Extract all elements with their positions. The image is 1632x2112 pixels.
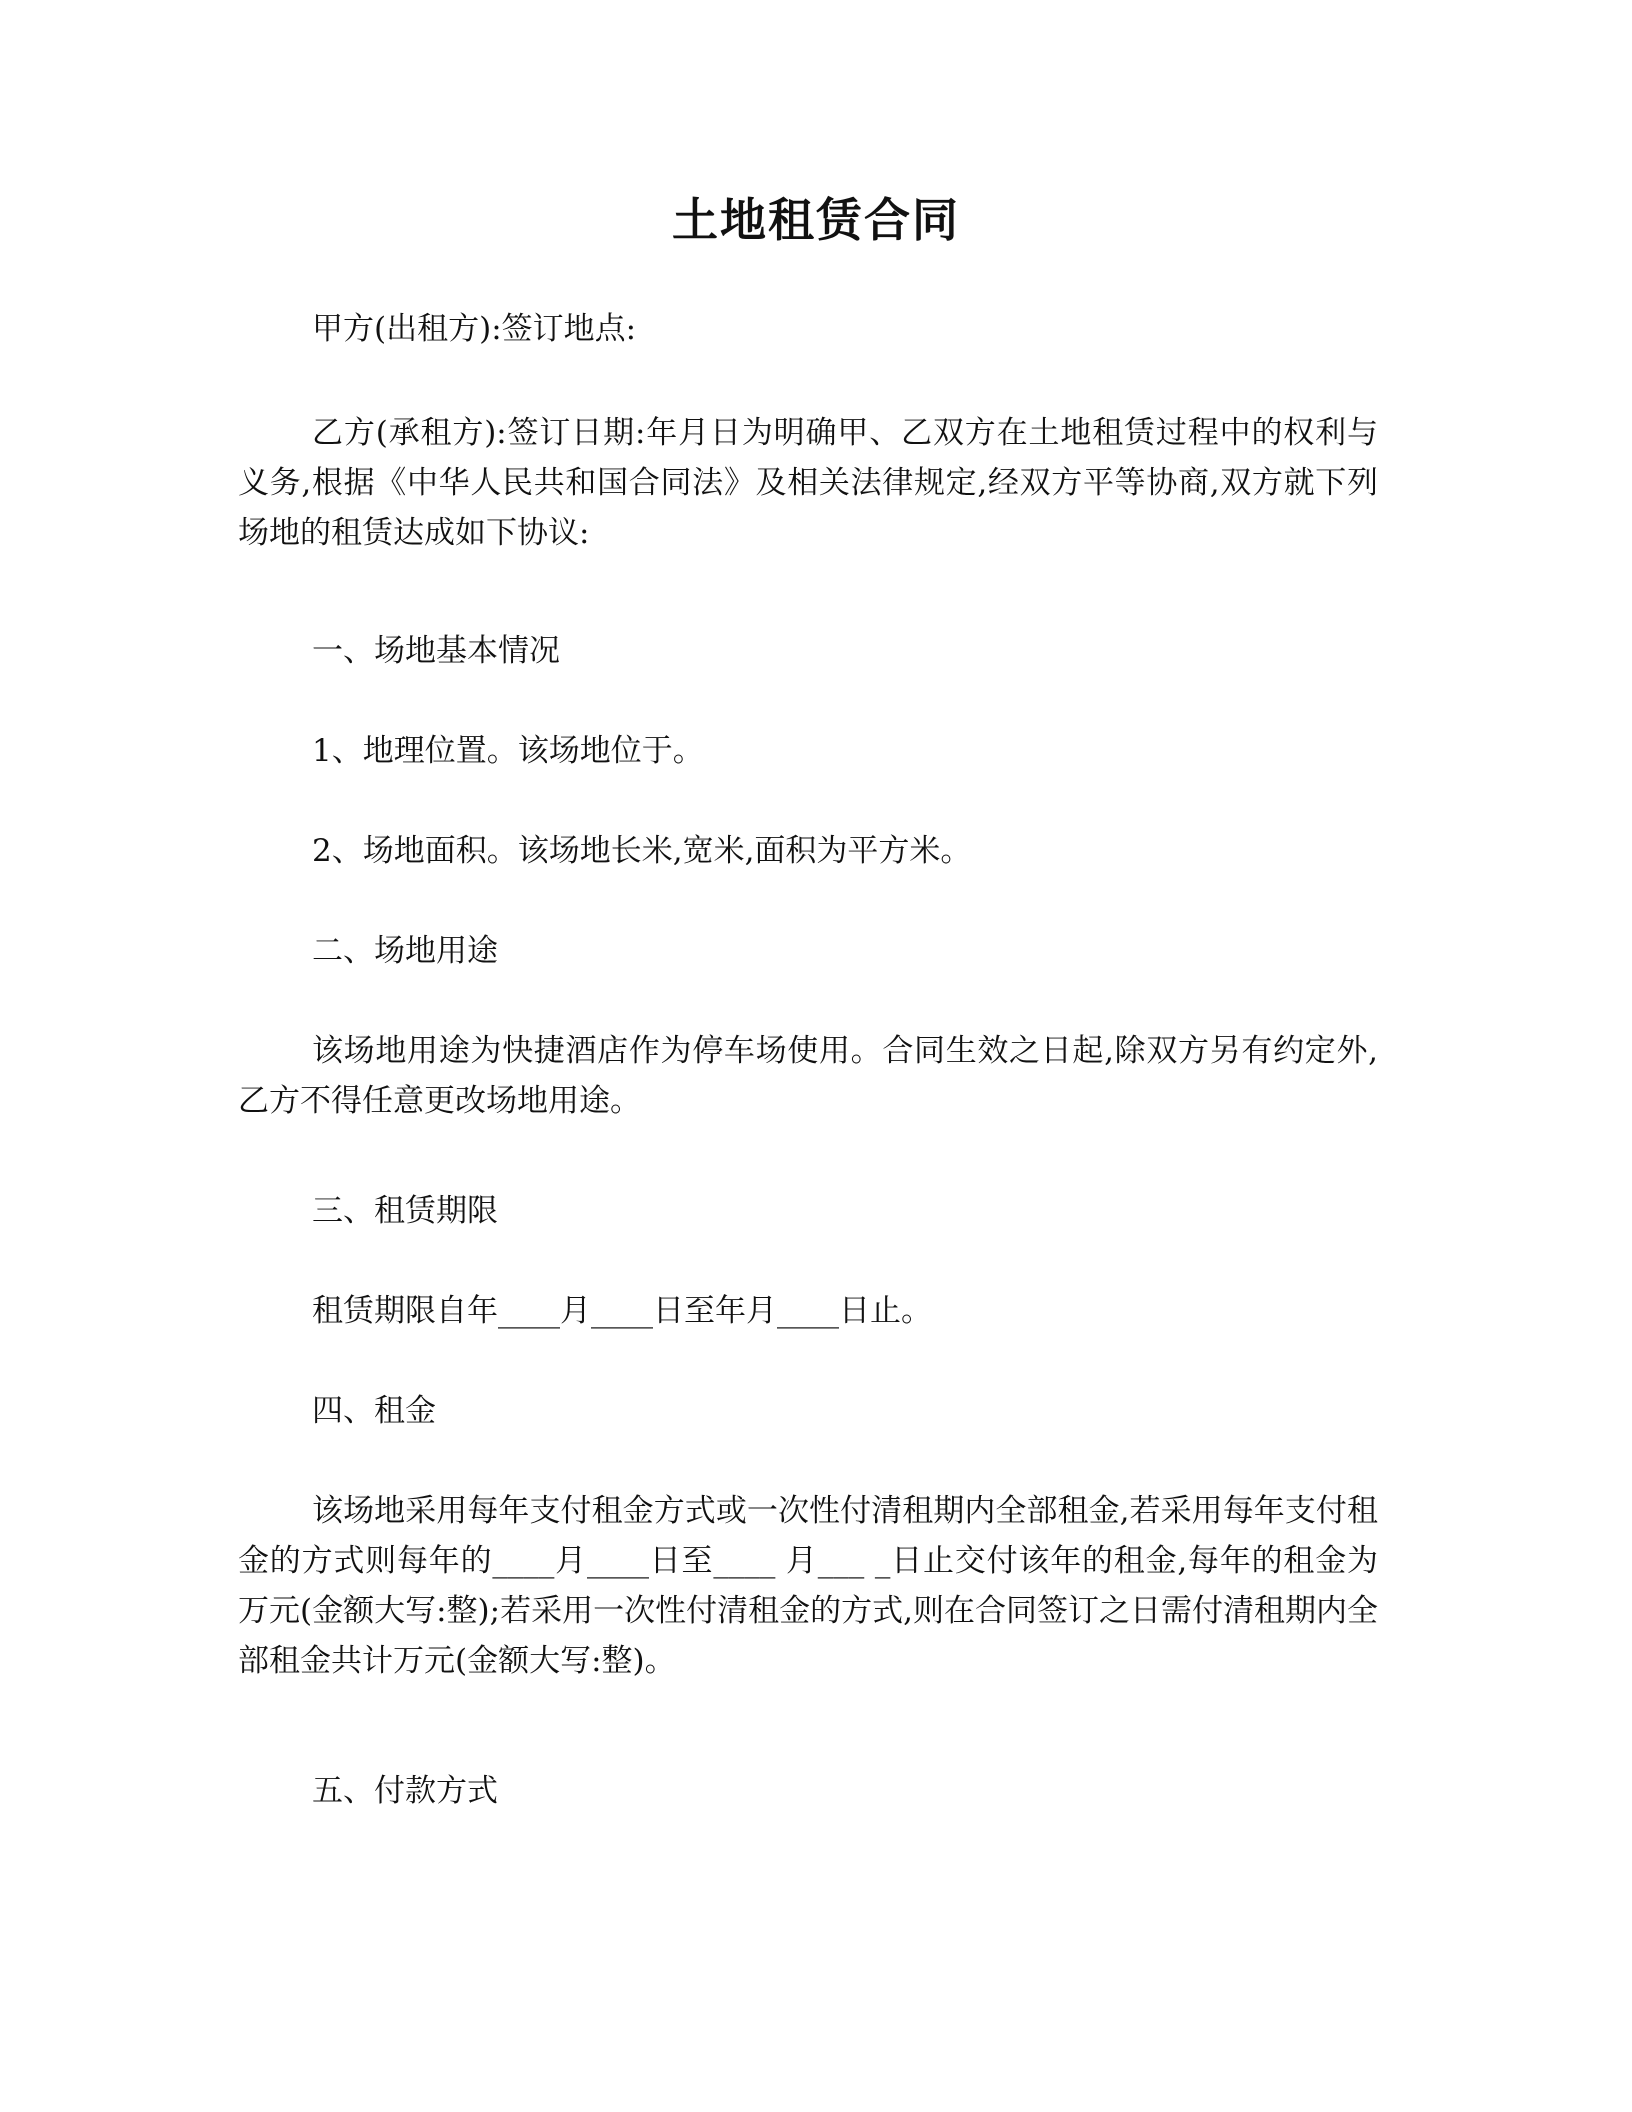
section-4-text: 该场地采用每年支付租金方式或一次性付清租期内全部租金,若采用每年支付租金的方式则每年的____月____日至____ 月___ _日止交付该年的租金,每年的租金为万元(金额大写:整);若采用一次性付清租金的方式,则在合同签订之日需付清租期内全部租金共计万元(金额大写:整)。 xyxy=(238,1493,1378,1679)
section-5-heading: 五、付款方式 xyxy=(312,1773,498,1809)
section-1-item-2: 2、场地面积。该场地长米,宽米,面积为平方米。 xyxy=(312,833,972,869)
section-2-text: 该场地用途为快捷酒店作为停车场使用。合同生效之日起,除双方另有约定外,乙方不得任意更改场地用途。 xyxy=(238,1033,1378,1119)
section-2-heading: 二、场地用途 xyxy=(312,933,498,969)
section-1-heading: 一、场地基本情况 xyxy=(312,633,560,669)
party-a-line: 甲方(出租方):签订地点: xyxy=(312,311,637,347)
section-3-heading: 三、租赁期限 xyxy=(312,1193,498,1229)
party-b-intro-paragraph: 乙方(承租方):签订日期:年月日为明确甲、乙双方在土地租赁过程中的权利与义务,根据《中华人民共和国合同法》及相关法律规定,经双方平等协商,双方就下列场地的租赁达成如下协议: xyxy=(238,415,1378,551)
section-1-item-1: 1、地理位置。该场地位于。 xyxy=(312,733,704,769)
document-title: 土地租赁合同 xyxy=(672,193,960,247)
section-4-heading: 四、租金 xyxy=(312,1393,436,1429)
section-3-text: 租赁期限自年____月____日至年月____日止。 xyxy=(312,1293,932,1329)
